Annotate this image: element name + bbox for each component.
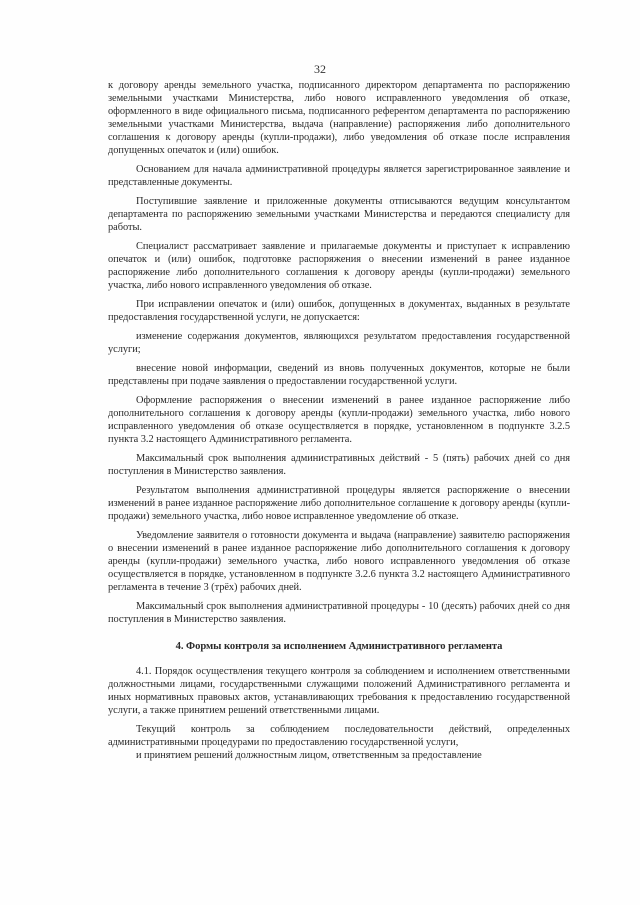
paragraph-max-term-actions: Максимальный срок выполнения административных действий - 5 (пять) рабочих дней со дня поступления в Министерство заявления. [108, 453, 570, 477]
paragraph-basis: Основанием для начала административной процедуры является зарегистрированное заявление и представленные документы. [108, 164, 570, 188]
page-number: 32 [314, 62, 326, 76]
paragraph-specialist-review: Специалист рассматривает заявление и прилагаемые документы и приступает к исправлению опечаток и (или) ошибок, подготовке распоряжения о внесении изменений в ранее изданное распоряжение либо дополнительного соглашения к договору аренды (купли-продажи) земельного участка, либо нового исправленного уведомления об отказе. [108, 241, 570, 291]
paragraph-list-item-1: изменение содержания документов, являющихся результатом предоставления государственной услуги; [108, 331, 570, 355]
paragraph-formalization: Оформление распоряжения о внесении изменений в ранее изданное распоряжение либо дополнительного соглашения к договору аренды (купли-продажи) земельного участка, либо нового исправленного уведомления об отказе осуществляется в порядке, установленном в подпункте 3.2.5 пункта 3.2 настоящего Административного регламента. [108, 395, 570, 445]
paragraph-current-control: Текущий контроль за соблюдением последовательности действий, определенных административными процедурами по предоставлению государственной услуги, [108, 724, 570, 748]
paragraph-max-term-procedure: Максимальный срок выполнения административной процедуры - 10 (десять) рабочих дней со дня поступления в Министерство заявления. [108, 601, 570, 625]
paragraph-notification: Уведомление заявителя о готовности документа и выдача (направление) заявителю распоряжения о внесении изменений в ранее изданное распоряжение либо дополнительного соглашения к договору аренды (купли-продажи) земельного участка, либо нового исправленного уведомления об отказе осуществляется в порядке, установленном в подпункте 3.2.6 пункта 3.2 настоящего Административного регламента в течение 3 (трёх) рабочих дней. [108, 530, 570, 593]
section-heading: 4. Формы контроля за исполнением Административного регламента [175, 641, 503, 652]
paragraph-incoming-documents: Поступившие заявление и приложенные документы отписываются ведущим консультантом департамента по распоряжению земельными участками Министерства и передаются специалисту для работы. [108, 196, 570, 233]
document-body [108, 79, 570, 768]
paragraph-list-item-2: внесение новой информации, сведений из вновь полученных документов, которые не были представлены при подаче заявления о предоставлении государственной услуги. [108, 363, 570, 387]
paragraph-continuation: к договору аренды земельного участка, подписанного директором департамента по распоряжению земельными участками Министерства, либо нового исправленного уведомления об отказе, оформленного в виде официального письма, подписанного референтом департамента по распоряжению земельными участками Министерства, выдача (направление) распоряжения либо дополнительного соглашения к договору аренды (купли-продажи), либо уведомления об отказе после исправления допущенных опечаток и (или) ошибок. [108, 80, 570, 156]
paragraph-result: Результатом выполнения административной процедуры является распоряжение о внесении изменений в ранее изданное распоряжение либо дополнительное соглашение к договору аренды (купли-продажи) земельного участка, либо новое исправленное уведомление об отказе. [108, 485, 570, 522]
paragraph-cutoff-line: и принятием решений должностным лицом, ответственным за предоставление [136, 750, 482, 761]
paragraph-4-1: 4.1. Порядок осуществления текущего контроля за соблюдением и исполнением ответственными должностными лицами, государственными служащими положений Административного регламента и иных нормативных правовых актов, устанавливающих требования к предоставлению государственной услуги, а также принятием решений ответственными лицами. [108, 666, 570, 716]
paragraph-not-allowed: При исправлении опечаток и (или) ошибок, допущенных в документах, выданных в результате предоставления государственной услуги, не допускается: [108, 299, 570, 323]
